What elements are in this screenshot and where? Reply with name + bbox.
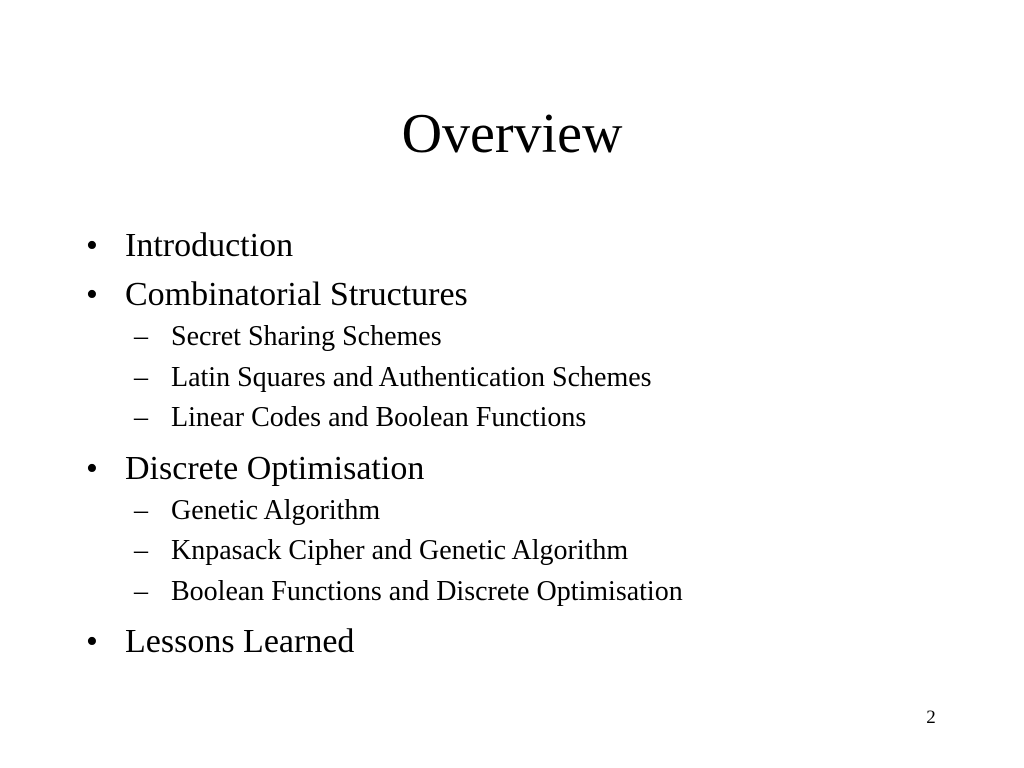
- sub-item-linear-codes: [84, 398, 683, 439]
- outline-item-discrete-optimisation: [84, 444, 683, 493]
- sub-item-genetic-algorithm: [84, 491, 683, 532]
- sub-item-label: Boolean Functions and Discrete Optimisation: [171, 575, 683, 607]
- outline-item-label: Combinatorial Structures: [125, 276, 468, 313]
- dash-icon: –: [134, 321, 148, 352]
- dash-icon: –: [134, 535, 148, 566]
- dash-icon: –: [134, 575, 148, 607]
- sub-item-label: Knpasack Cipher and Genetic Algorithm: [171, 535, 629, 566]
- slide-title: Overview: [401, 103, 623, 165]
- dash-icon: –: [134, 361, 148, 393]
- sub-item-label: Genetic Algorithm: [171, 494, 381, 526]
- outline-item-combinatorial-structures: [84, 270, 683, 319]
- dash-icon: –: [134, 402, 148, 433]
- sublist-container: [84, 317, 683, 439]
- sub-item-label: Linear Codes and Boolean Functions: [171, 402, 587, 433]
- sub-item-knapsack-cipher: [84, 531, 683, 572]
- bullet-icon: •: [86, 227, 98, 264]
- sublist-container: [84, 491, 683, 613]
- bullet-icon: •: [86, 623, 98, 660]
- outline-item-lessons-learned: [84, 617, 683, 666]
- sublist-discrete-optimisation: [84, 491, 683, 613]
- outline-item-label: Lessons Learned: [125, 623, 355, 660]
- bullet-icon: •: [86, 276, 98, 313]
- sublist-combinatorial-structures: [84, 317, 683, 439]
- outline-item-label: Introduction: [125, 227, 294, 264]
- sub-item-label: Latin Squares and Authentication Schemes: [171, 361, 652, 393]
- sub-item-boolean-functions: [84, 572, 683, 613]
- sub-item-secret-sharing: [84, 317, 683, 358]
- bullet-icon: •: [86, 449, 98, 487]
- outline-list: [84, 221, 683, 666]
- sub-item-label: Secret Sharing Schemes: [171, 321, 442, 352]
- outline-item-label: Discrete Optimisation: [125, 449, 425, 487]
- page-number: 2: [926, 707, 936, 728]
- sub-item-latin-squares: [84, 358, 683, 399]
- outline-item-introduction: [84, 221, 683, 270]
- dash-icon: –: [134, 494, 148, 526]
